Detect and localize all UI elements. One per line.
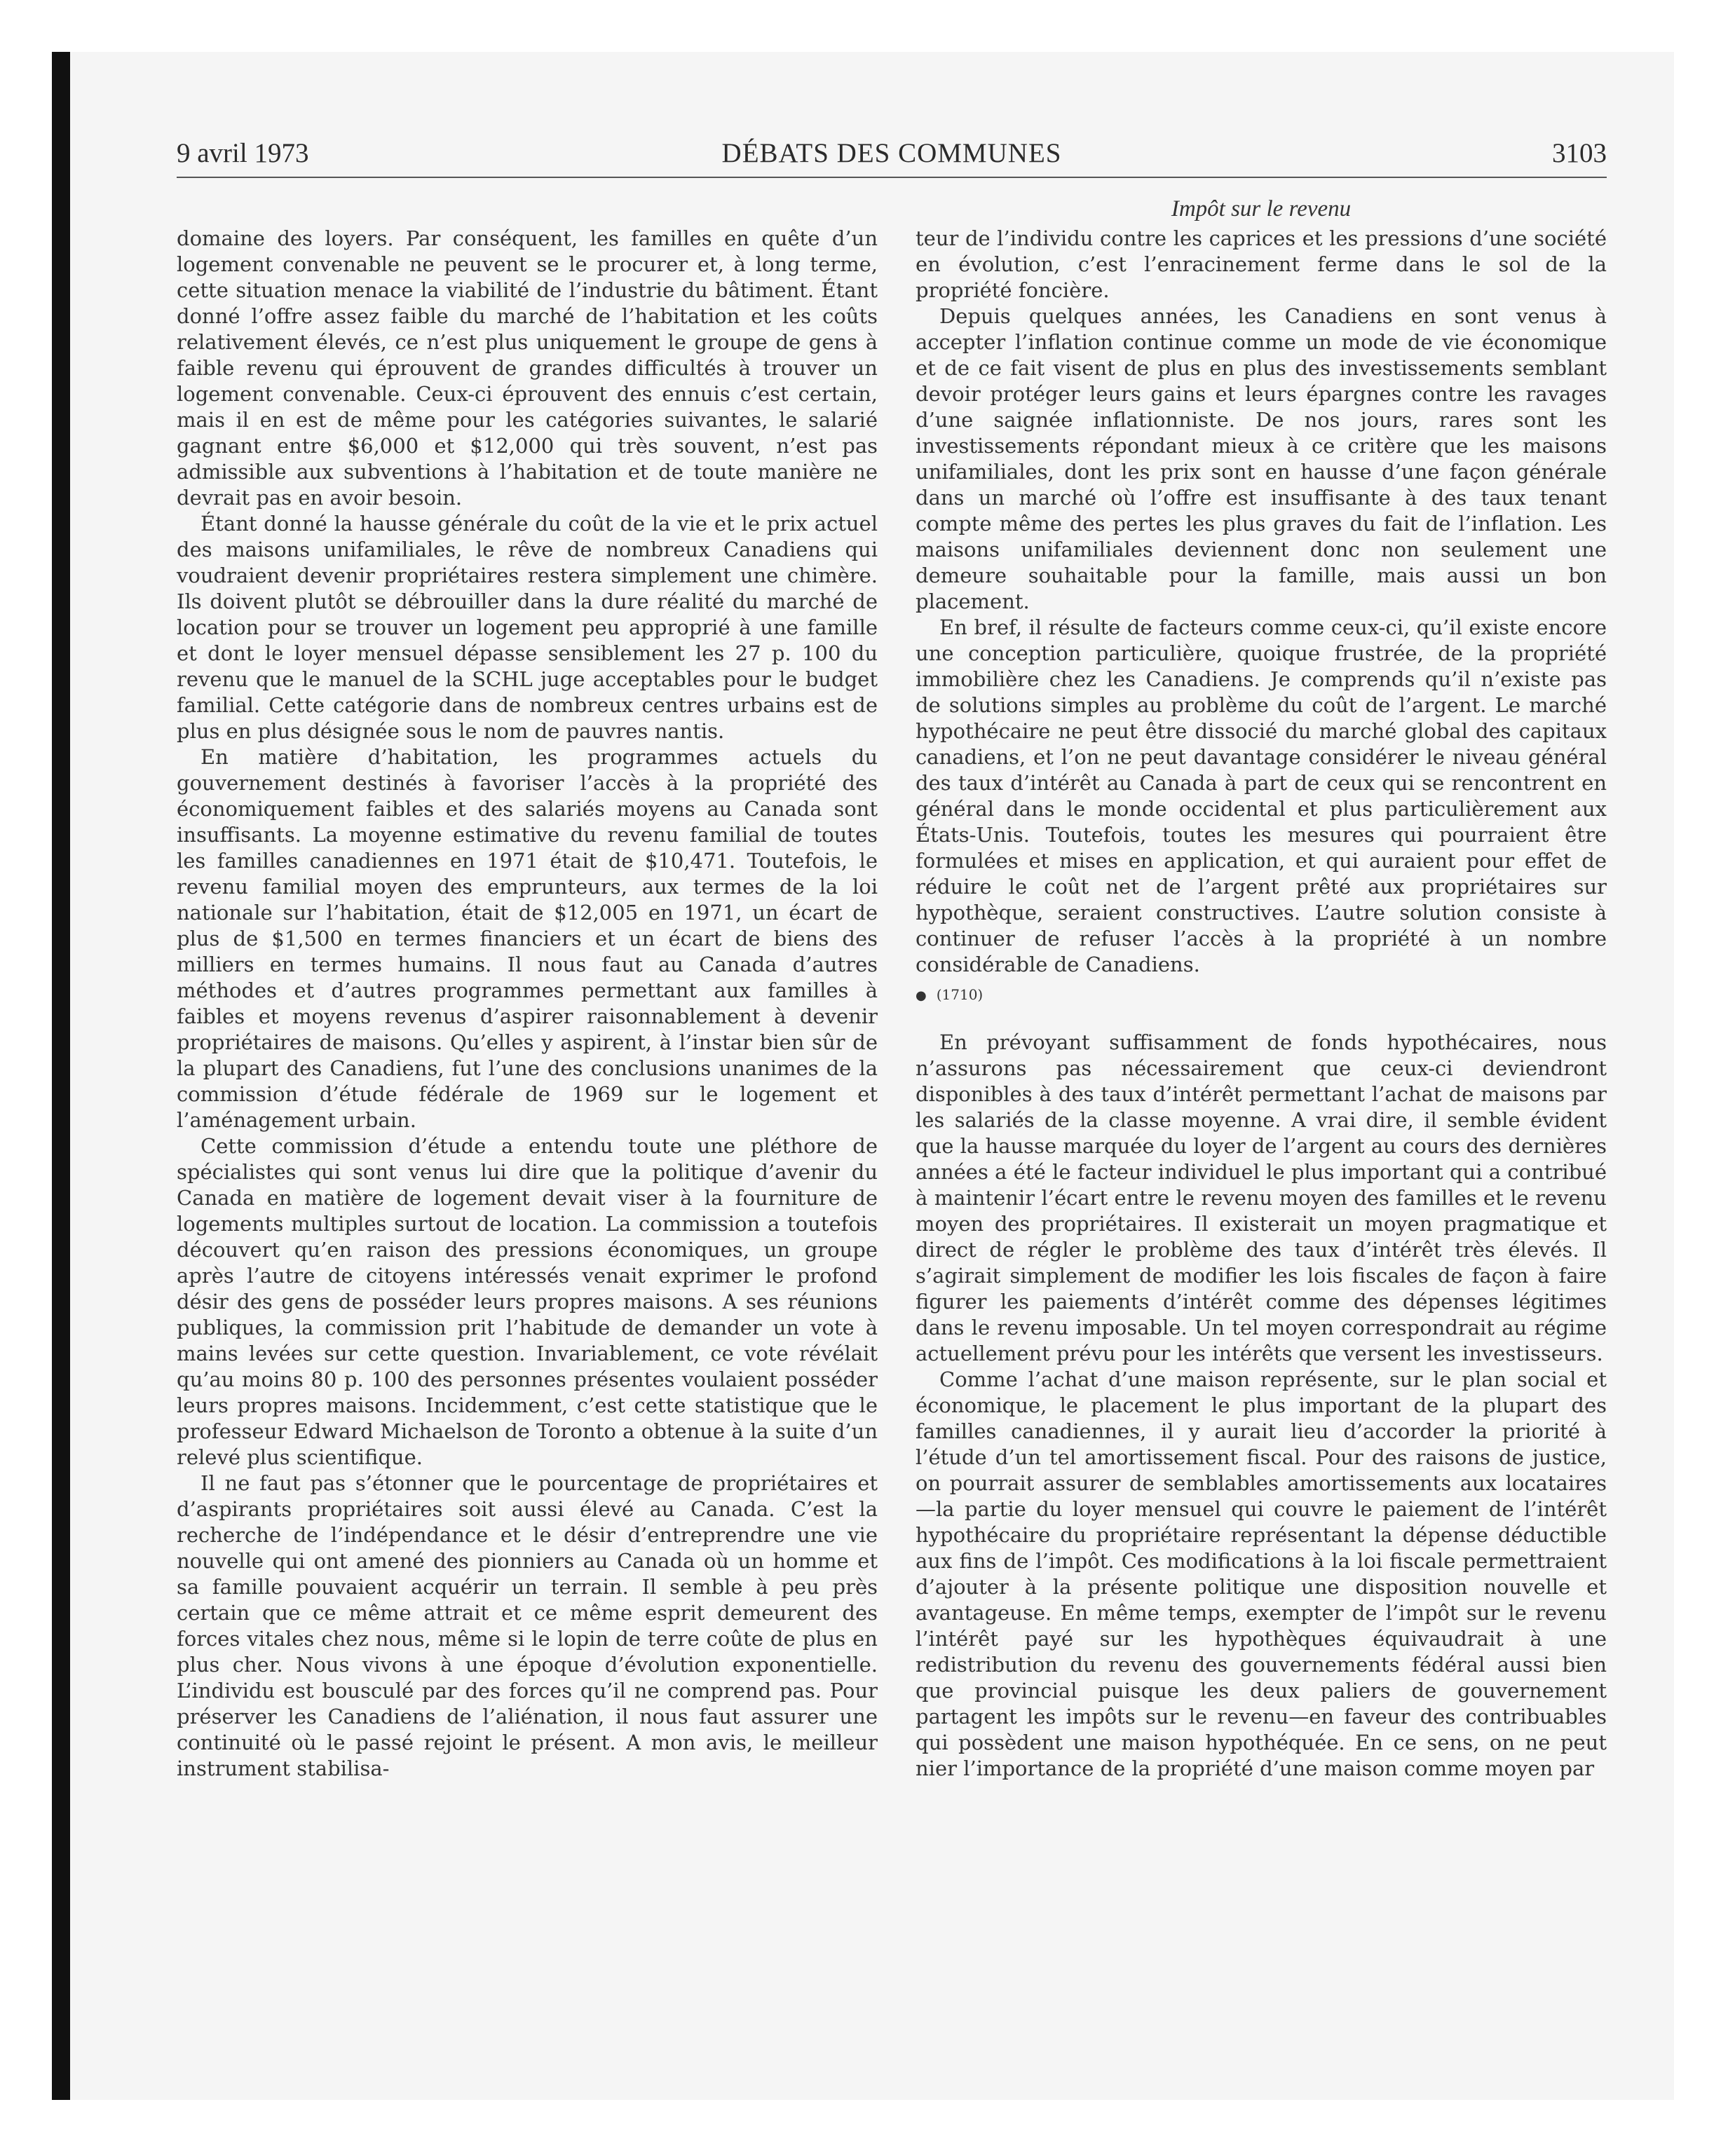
paragraph: En matière d’habitation, les programmes actuels du gouvernement destinés à favoriser l’accès à la propriété des économiquement faibles et des salariés moyens au Canada sont insuffisants. La moyenne estimative du revenu familial de toutes les familles canadiennes en 1971 était de $10,471. Toutefois, le revenu familial moyen des emprunteurs, aux termes de la loi nationale sur l’habitation, était de $12,005 en 1971, un écart de plus de $1,500 en termes financiers et un écart de biens des milliers en termes humains. Il nous faut au Canada d’autres méthodes et d’autres programmes permettant aux familles à faibles et moyens revenus d’aspirer raisonnablement à devenir propriétaires de maisons. Qu’elles y aspirent, à l’instar bien sûr de la plupart des Canadiens, fut l’une des conclusions unanimes de la commission d’étude fédérale de 1969 sur le logement et l’aménagement urbain. <box>177 745 878 1132</box>
bullet-icon: ● <box>916 988 927 1003</box>
header-date: 9 avril 1973 <box>177 138 309 168</box>
right-column <box>916 226 1607 1782</box>
paragraph: domaine des loyers. Par conséquent, les familles en quête d’un logement convenable ne peuvent se le procurer et, à long terme, cette situation menace la viabilité de l’industrie du bâtiment. Étant donné l’offre assez faible du marché de l’habitation et les coûts relativement élevés, ce n’est plus uniquement le groupe de gens à faible revenu qui éprouvent de grandes difficultés à trouver un logement convenable. Ceux-ci éprouvent des ennuis c’est certain, mais il en est de même pour les catégories suivantes, le salarié gagnant entre $6,000 et $12,000 qui très souvent, n’est pas admissible aux subventions à l’habitation et de toute manière ne devrait pas en avoir besoin. <box>177 226 878 510</box>
paragraph: Étant donné la hausse générale du coût de la vie et le prix actuel des maisons unifamiliales, le rêve de nombreux Canadiens qui voudraient devenir propriétaires restera simplement une chimère. Ils doivent plutôt se débrouiller dans la dure réalité du marché de location pour se trouver un logement peu approprié à une famille et dont le loyer mensuel dépasse sensiblement les 27 p. 100 du revenu que le manuel de la SCHL juge acceptables pour le budget familial. Cette catégorie dans de nombreux centres urbains est de plus en plus désignée sous le nom de pauvres nantis. <box>177 512 878 743</box>
paragraph: Comme l’achat d’une maison représente, sur le plan social et économique, le placement le plus important de la plupart des familles canadiennes, il y aurait lieu d’accorder la priorité à l’étude d’un tel amortissement fiscal. Pour des raisons de justice, on pourrait assurer de semblables amortissements aux locataires—la partie du loyer mensuel qui couvre le paiement de l’intérêt hypothécaire du propriétaire représentant la dépense déductible aux fins de l’impôt. Ces modifications à la loi fiscale permettraient d’ajouter à la présente politique une disposition nouvelle et avantageuse. En même temps, exempter de l’impôt sur le revenu l’intérêt payé sur les hypothèques équivaudrait à une redistribution du revenu des gouvernements fédéral aussi bien que provincial puisque les deux paliers de gouvernement partagent les impôts sur le revenu—en faveur des contribuables qui possèdent une maison hypothéquée. En ce sens, on ne peut nier l’importance de la propriété d’une maison comme moyen par <box>916 1367 1607 1780</box>
paragraph: En bref, il résulte de facteurs comme ceux-ci, qu’il existe encore une conception particulière, quoique frustrée, de la propriété immobilière chez les Canadiens. Je comprends qu’il n’existe pas de solutions simples au problème du coût de l’argent. Le marché hypothécaire ne peut être dissocié du marché global des capitaux canadiens, et l’on ne peut davantage considérer le niveau général des taux d’intérêt au Canada à part de ceux qui se rencontrent en général dans le monde occidental et plus particulièrement aux États-Unis. Toutefois, toutes les mesures qui pourraient être formulées et mises en application, et qui auraient pour effet de réduire le coût net de l’argent prêté aux propriétaires sur hypothèque, seraient constructives. L’autre solution consiste à continuer de refuser l’accès à la propriété à un nombre considérable de Canadiens. <box>916 615 1607 976</box>
paragraph: En prévoyant suffisamment de fonds hypothécaires, nous n’assurons pas nécessairement que ceux-ci deviendront disponibles à des taux d’intérêt permettant l’achat de maisons par les salariés de la classe moyenne. A vrai dire, il semble évident que la hausse marquée du loyer de l’argent au cours des dernières années a été le facteur individuel le plus important qui a contribué à maintenir l’écart entre le revenu moyen des familles et le revenu moyen des propriétaires. Il existerait un moyen pragmatique et direct de régler le problème des taux d’intérêt très élevés. Il s’agirait simplement de modifier les lois fiscales de façon à faire figurer les paiements d’intérêt comme des dépenses légitimes dans le revenu imposable. Un tel moyen correspondrait au régime actuellement prévu pour les intérêts que versent les investisseurs. <box>916 1030 1607 1365</box>
paragraph: Il ne faut pas s’étonner que le pourcentage de propriétaires et d’aspirants propriétaires soit aussi élevé au Canada. C’est la recherche de l’indépendance et le désir d’entreprendre une vie nouvelle qui ont amené des pionniers au Canada où un homme et sa famille pouvaient acquérir un terrain. Il semble à peu près certain que ce même attrait et ce même esprit demeurent des forces vitales chez nous, même si le lopin de terre coûte de plus en plus cher. Nous vivons à une époque d’évolution exponentielle. L’individu est bousculé par des forces qu’il ne comprend pas. Pour préserver les Canadiens de l’aliénation, il nous faut assurer une continuité où le passé rejoint le présent. A mon avis, le meilleur instrument stabilisa- <box>177 1471 878 1780</box>
scan-edge <box>52 52 70 2100</box>
left-column <box>177 226 878 1782</box>
paragraph: Cette commission d’étude a entendu toute une pléthore de spécialistes qui sont venus lui dire que la politique d’avenir du Canada en matière de logement devait viser à la fourniture de logements multiples surtout de location. La commission a toutefois découvert qu’en raison des pressions économiques, un groupe après l’autre de citoyens intéressés venait exprimer le profond désir des gens de posséder leurs propres maisons. A ses réunions publiques, la commission prit l’habitude de demander un vote à mains levées sur cette question. Invariablement, ce vote révélait qu’au moins 80 p. 100 des personnes présentes voulaient posséder leurs propres maisons. Incidemment, c’est cette statistique que le professeur Edward Michaelson de Toronto a obtenue à la suite d’un relevé plus scientifique. <box>177 1134 878 1469</box>
section-heading: Impôt sur le revenu <box>1171 196 1352 221</box>
running-head <box>177 137 1607 178</box>
time-marker <box>916 982 1607 1009</box>
paragraph: teur de l’individu contre les caprices et les pressions d’une société en évolution, c’est l’enracinement ferme dans le sol de la propriété foncière. <box>916 226 1607 302</box>
header-title: DÉBATS DES COMMUNES <box>721 138 1062 168</box>
time-marker-text: (1710) <box>936 986 984 1003</box>
page-number: 3103 <box>1552 138 1607 168</box>
paragraph: Depuis quelques années, les Canadiens en sont venus à accepter l’inflation continue comme un mode de vie économique et de ce fait visent de plus en plus des investissements semblant devoir protéger leurs gains et leurs épargnes contre les ravages d’une saignée inflationniste. De nos jours, rares sont les investissements répondant mieux à ce critère que les maisons unifamiliales, dont les prix sont en hausse d’une façon générale dans un marché où l’offre est insuffisante à des taux tenant compte même des pertes les plus graves du fait de l’inflation. Les maisons unifamiliales deviennent donc non seulement une demeure souhaitable pour la famille, mais aussi un bon placement. <box>916 304 1607 613</box>
